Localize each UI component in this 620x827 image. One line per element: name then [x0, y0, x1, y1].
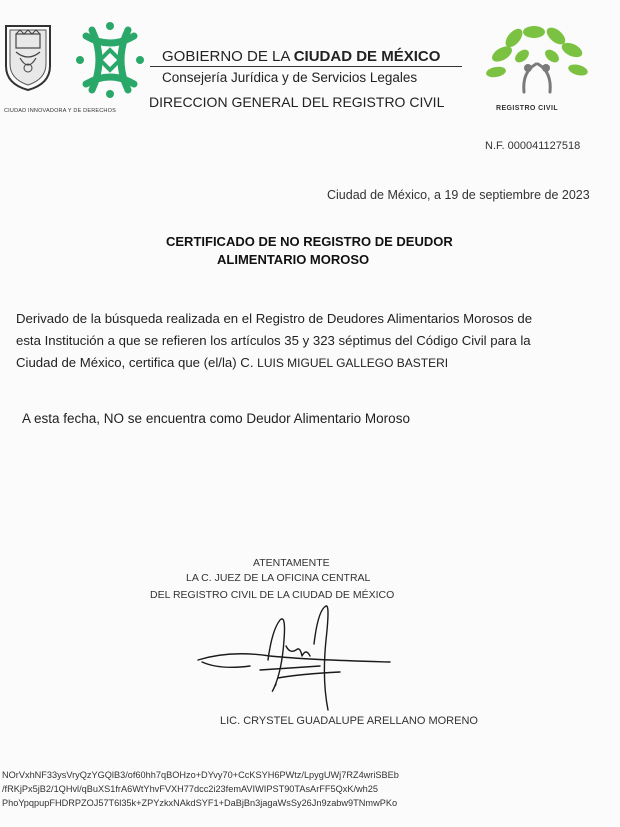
body-line-3 [16, 352, 576, 374]
certificate-title-line1: CERTIFICADO DE NO REGISTRO DE DEUDOR [166, 234, 453, 249]
signer-role-line2: DEL REGISTRO CIVIL DE LA CIUDAD DE MÉXICO [150, 589, 395, 601]
digital-seal-line-2: /fRKjPx5jB2/1QHvl/qBuXS1frA6WtYhvFVXH77dcc2i23femAVIWIPST90TAsArFF5QxK/wh25 [2, 784, 378, 794]
issue-place: Ciudad de México, a [327, 188, 441, 202]
body-line-3-prefix: Ciudad de México, certifica que (el/la) C. [16, 355, 254, 370]
issue-date-value: 19 de septiembre de 2023 [444, 188, 590, 202]
government-city: CIUDAD DE MÉXICO [293, 48, 441, 65]
digital-seal-line-1: NOrVxhNF33ysVryQzYGQlB3/of60hh7qBOHzo+DYvy70+CcKSYH6PWtz/LpygUWj7RZ4wriSBEb [2, 770, 399, 780]
certificate-title-line2: ALIMENTARIO MOROSO [217, 252, 370, 267]
digital-seal-line-3: PhoYpqpupFHDRPZOJ57T6l35k+ZPYzkxNAkdSYF1+DaBjBn3jagaWsSy26Jn9zabw9TNmwPKo [2, 798, 398, 808]
header-divider [150, 66, 462, 67]
registro-civil-tree-logo [482, 24, 592, 98]
digital-seal [2, 768, 399, 810]
cdmx-coat-of-arms-logo [2, 22, 54, 92]
issue-date [327, 188, 590, 202]
signer-name: LIC. CRYSTEL GUADALUPE ARELLANO MORENO [220, 715, 478, 727]
folio-number: N.F. 000041127518 [485, 140, 581, 152]
government-prefix: GOBIERNO DE LA [162, 48, 290, 65]
person-name: LUIS MIGUEL GALLEGO BASTERI [257, 356, 449, 370]
body-line-2: esta Institución a que se refieren los artículos 35 y 323 séptimus del Código Civil para la [16, 333, 531, 348]
government-name [162, 48, 440, 65]
left-logo-caption: CIUDAD INNOVADORA Y DE DERECHOS [4, 108, 116, 114]
direccion-name: DIRECCION GENERAL DEL REGISTRO CIVIL [149, 94, 445, 110]
consejeria-name: Consejería Jurídica y de Servicios Legales [162, 70, 418, 85]
closing-atentamente: ATENTAMENTE [253, 557, 330, 569]
certificate-statement: A esta fecha, NO se encuentra como Deudor Alimentario Moroso [22, 411, 410, 426]
cdmx-knot-logo [76, 20, 144, 100]
registro-civil-caption: REGISTRO CIVIL [496, 105, 558, 112]
body-line-1: Derivado de la búsqueda realizada en el Registro de Deudores Alimentarios Morosos de [16, 311, 533, 326]
certificate-body [16, 308, 576, 374]
handwritten-signature [190, 600, 405, 712]
signer-role-line1: LA C. JUEZ DE LA OFICINA CENTRAL [186, 572, 371, 584]
